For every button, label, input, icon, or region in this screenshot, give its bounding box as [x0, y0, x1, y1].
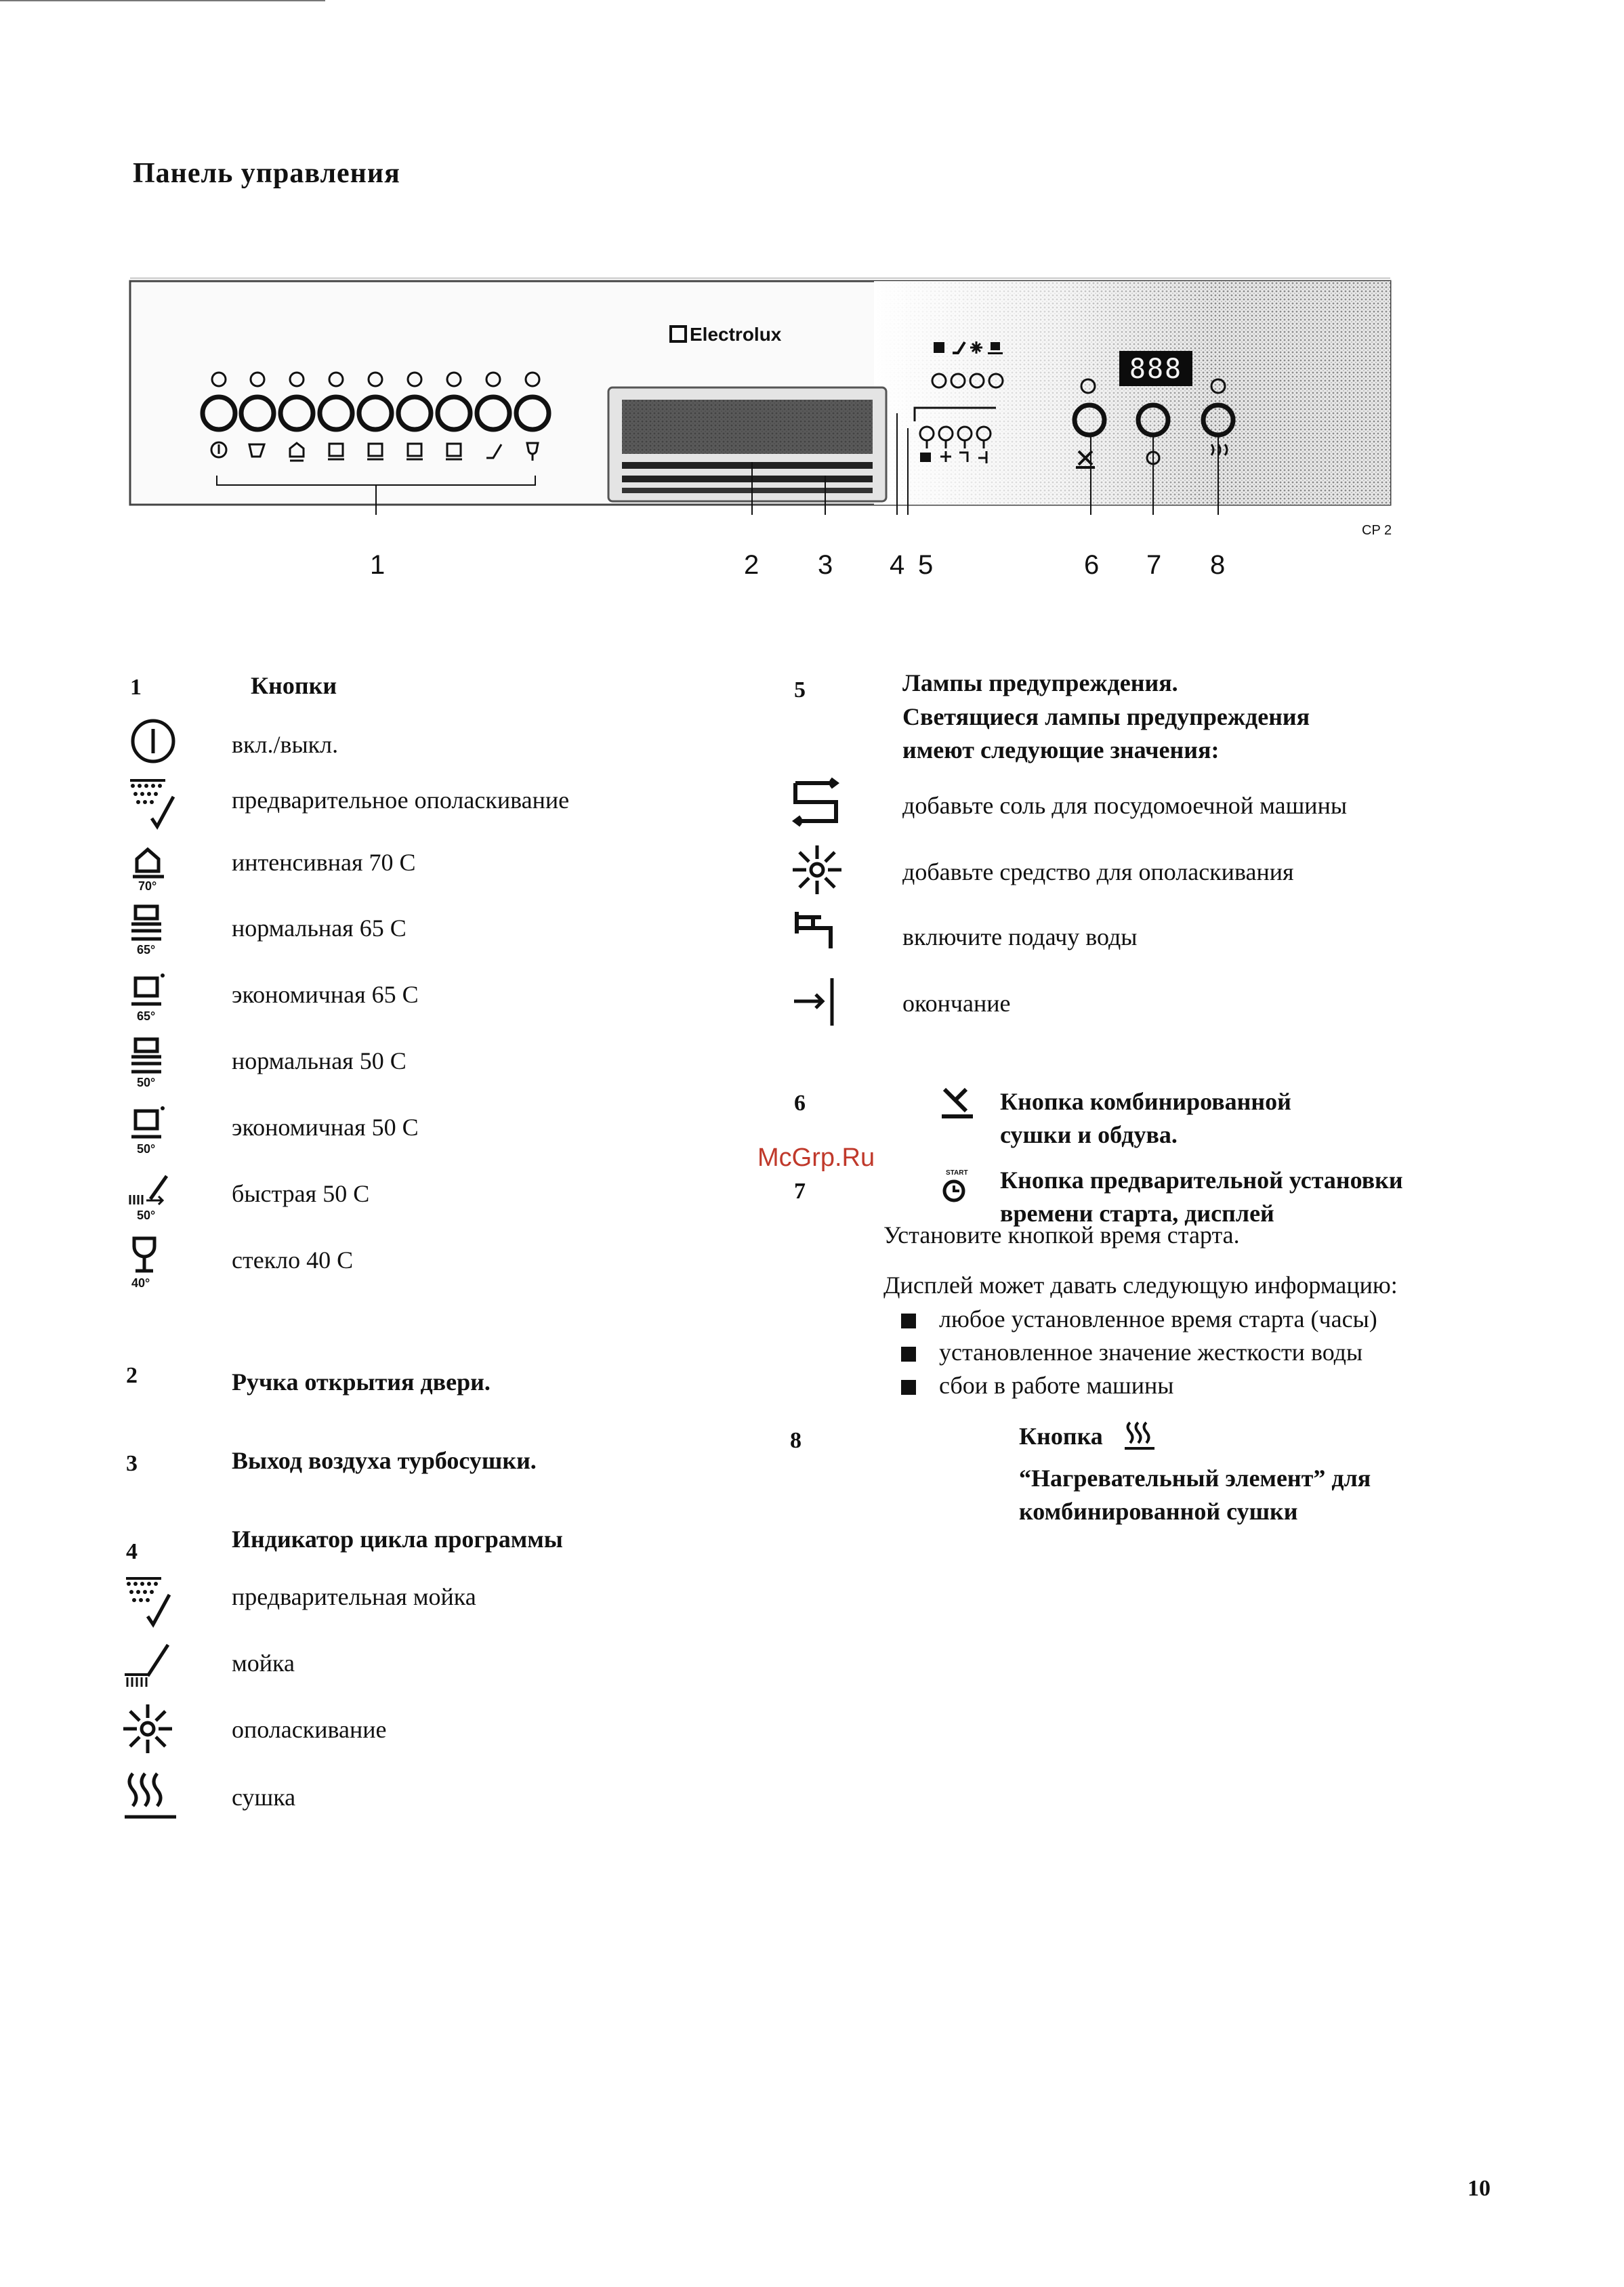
- section-7-heading-line-1: Кнопка предварительной установки: [1000, 1167, 1403, 1194]
- section-5-item-water: включите подачу воды: [902, 923, 1138, 950]
- start-timer-icon-label: START: [946, 1169, 968, 1177]
- watermark: McGrp.Ru: [757, 1144, 875, 1172]
- section-7-bullets: [901, 1305, 1377, 1404]
- section-1-item-power: вкл./выкл.: [232, 731, 339, 758]
- section-8-heading-prefix: Кнопка: [1019, 1423, 1103, 1450]
- svg-text:50°: 50°: [137, 1142, 156, 1156]
- eco-50-icon: [126, 1101, 180, 1156]
- section-7-text-2: Дисплей может давать следующую информацию:: [883, 1272, 1398, 1299]
- salt-icon: [790, 776, 844, 831]
- section-7-number: 7: [794, 1179, 806, 1204]
- section-3-heading: Выход воздуха турбосушки.: [232, 1447, 537, 1474]
- callout-1: 1: [370, 550, 386, 580]
- rinse-icon: [121, 1702, 175, 1756]
- section-1-item-normal-65: нормальная 65 С: [232, 915, 407, 942]
- section-5-heading-line-3: имеют следующие значения:: [902, 736, 1220, 763]
- heating-element-icon: [1123, 1420, 1156, 1452]
- section-4-item-drying: сушка: [232, 1784, 296, 1811]
- section-1-item-quick-50: быстрая 50 С: [232, 1180, 370, 1207]
- power-icon: [126, 714, 180, 768]
- top-rule: [0, 0, 325, 1]
- prerinse-icon: [126, 778, 180, 832]
- section-6-number: 6: [794, 1091, 806, 1116]
- rinse-aid-icon: [790, 843, 844, 897]
- eco-65-icon: [126, 969, 180, 1023]
- callout-4: 4: [890, 550, 905, 580]
- end-icon: [790, 974, 844, 1028]
- section-1-heading: Кнопки: [251, 672, 337, 699]
- intensive-70-icon: [126, 839, 180, 893]
- panel-display: 888: [1129, 354, 1183, 385]
- model-mark: CP 2: [1362, 523, 1392, 538]
- control-panel-illustration: [129, 278, 1396, 515]
- section-3-number: 3: [126, 1451, 138, 1476]
- section-4-item-prewash: предварительная мойка: [232, 1583, 476, 1610]
- section-5-item-end: окончание: [902, 990, 1011, 1017]
- section-2-heading: Ручка открытия двери.: [232, 1368, 491, 1396]
- svg-text:70°: 70°: [138, 879, 157, 893]
- section-6-heading-line-1: Кнопка комбинированной: [1000, 1088, 1291, 1115]
- section-1-item-prerinse: предварительное ополаскивание: [232, 786, 570, 814]
- callout-2: 2: [744, 550, 759, 580]
- section-1-item-normal-50: нормальная 50 С: [232, 1047, 407, 1074]
- section-4-number: 4: [126, 1539, 138, 1564]
- normal-50-icon: [126, 1035, 180, 1089]
- section-1-item-eco-65: экономичная 65 С: [232, 981, 419, 1008]
- section-1-item-glass-40: стекло 40 С: [232, 1246, 354, 1274]
- callout-5: 5: [918, 550, 934, 580]
- section-6-heading-line-2: сушки и обдува.: [1000, 1121, 1178, 1148]
- section-2-number: 2: [126, 1363, 138, 1388]
- quick-50-icon: [126, 1168, 180, 1222]
- section-8-heading-line-1: “Нагревательный элемент” для: [1019, 1465, 1371, 1492]
- section-1-item-intensive: интенсивная 70 С: [232, 849, 416, 876]
- callout-3: 3: [818, 550, 833, 580]
- section-7-bullet-3: сбои в работе машины: [901, 1371, 1377, 1404]
- combined-drying-icon: [939, 1084, 977, 1122]
- section-8-number: 8: [790, 1428, 801, 1453]
- start-timer-icon: [939, 1167, 972, 1207]
- section-5-item-rinse-aid: добавьте средство для ополаскивания: [902, 858, 1294, 885]
- svg-text:50°: 50°: [137, 1209, 156, 1222]
- section-7-bullet-1: любое установленное время старта (часы): [901, 1305, 1377, 1338]
- section-4-item-rinse: ополаскивание: [232, 1716, 387, 1743]
- svg-text:65°: 65°: [137, 943, 156, 957]
- section-5-heading-line-2: Светящиеся лампы предупреждения: [902, 703, 1310, 730]
- glass-40-icon: [126, 1234, 180, 1288]
- prewash-icon: [122, 1574, 176, 1629]
- page-title: Панель управления: [133, 158, 400, 189]
- section-4-item-wash: мойка: [232, 1650, 295, 1677]
- section-7-text-1: Установите кнопкой время старта.: [883, 1221, 1240, 1249]
- svg-text:50°: 50°: [137, 1076, 156, 1089]
- section-8-heading-line-2: комбинированной сушки: [1019, 1498, 1298, 1525]
- drying-icon: [122, 1768, 176, 1822]
- section-5-number: 5: [794, 677, 806, 702]
- svg-text:40°: 40°: [131, 1276, 150, 1288]
- water-tap-icon: [790, 908, 844, 962]
- callout-8: 8: [1210, 550, 1226, 580]
- brand-logo: Electrolux: [690, 324, 782, 345]
- section-1-item-eco-50: экономичная 50 С: [232, 1114, 419, 1141]
- section-7-heading-line-2: времени старта, дисплей: [1000, 1200, 1274, 1227]
- section-7-bullet-2: установленное значение жесткости воды: [901, 1338, 1377, 1371]
- section-1-number: 1: [130, 675, 142, 700]
- wash-icon: [122, 1638, 176, 1692]
- callout-7: 7: [1146, 550, 1162, 580]
- section-4-heading: Индикатор цикла программы: [232, 1526, 563, 1553]
- callout-6: 6: [1084, 550, 1100, 580]
- section-5-heading-line-1: Лампы предупреждения.: [902, 669, 1178, 696]
- normal-65-icon: [126, 902, 180, 957]
- section-5-item-salt: добавьте соль для посудомоечной машины: [902, 792, 1348, 819]
- page-number: 10: [1467, 2176, 1491, 2201]
- svg-text:65°: 65°: [137, 1009, 156, 1023]
